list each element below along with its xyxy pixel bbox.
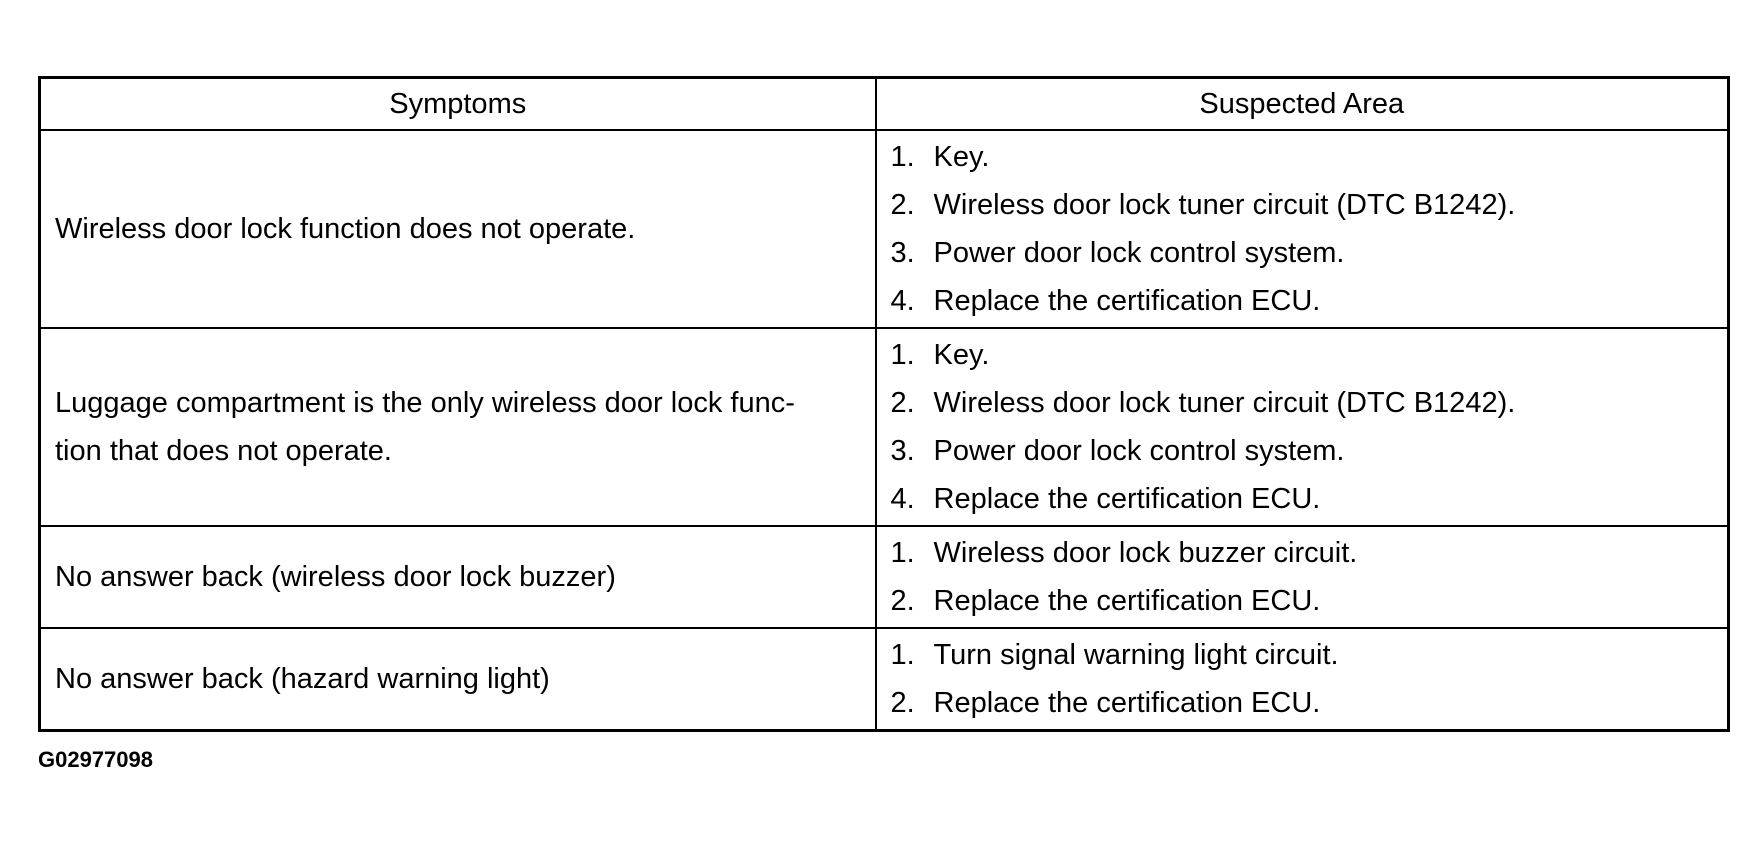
list-item — [891, 229, 1718, 277]
symptom-cell: No answer back (hazard warning light) — [40, 628, 876, 731]
list-item-number: 2. — [890, 687, 915, 719]
suspected-area-cell — [876, 130, 1729, 328]
suspected-area-list — [891, 529, 1718, 625]
symptom-line: Luggage compartment is the only wireless door lock func- — [55, 387, 795, 419]
table-row — [40, 526, 1729, 628]
list-item-number: 1. — [890, 639, 915, 671]
list-item — [891, 181, 1718, 229]
list-item-text: Wireless door lock buzzer circuit. — [933, 537, 1358, 569]
list-item-number: 3. — [890, 237, 915, 269]
symptom-cell: No answer back (wireless door lock buzzer) — [40, 526, 876, 628]
list-item — [891, 379, 1718, 427]
list-item-number: 2. — [890, 585, 915, 617]
list-item-text: Wireless door lock tuner circuit (DTC B1242). — [933, 387, 1516, 419]
list-item — [891, 679, 1718, 727]
list-item-number: 3. — [890, 435, 915, 467]
list-item-text: Wireless door lock tuner circuit (DTC B1242). — [933, 189, 1516, 221]
list-item-text: Power door lock control system. — [933, 435, 1345, 467]
list-item — [891, 427, 1718, 475]
column-header-symptoms: Symptoms — [40, 78, 876, 131]
list-item-number: 2. — [890, 387, 915, 419]
table-row — [40, 130, 1729, 328]
list-item — [891, 631, 1718, 679]
symptom-line: tion that does not operate. — [55, 435, 392, 467]
list-item-number: 1. — [890, 141, 915, 173]
column-header-suspected-area: Suspected Area — [876, 78, 1729, 131]
list-item-text: Replace the certification ECU. — [933, 687, 1321, 719]
list-item-text: Replace the certification ECU. — [933, 483, 1321, 515]
list-item-number: 1. — [890, 537, 915, 569]
list-item — [891, 133, 1718, 181]
suspected-area-cell — [876, 526, 1729, 628]
list-item-number: 2. — [890, 189, 915, 221]
suspected-area-cell — [876, 628, 1729, 731]
figure-code: G02977098 — [38, 747, 153, 772]
list-item-text: Turn signal warning light circuit. — [933, 639, 1339, 671]
suspected-area-list — [891, 631, 1718, 727]
list-item — [891, 577, 1718, 625]
list-item-number: 4. — [890, 285, 915, 317]
list-item-text: Replace the certification ECU. — [933, 585, 1321, 617]
suspected-area-list — [891, 331, 1718, 523]
list-item-text: Replace the certification ECU. — [933, 285, 1321, 317]
symptom-cell: Wireless door lock function does not operate. — [40, 130, 876, 328]
list-item-text: Key. — [933, 339, 990, 371]
table-row — [40, 328, 1729, 526]
list-item — [891, 529, 1718, 577]
list-item — [891, 475, 1718, 523]
table-header-row — [40, 78, 1729, 131]
list-item-text: Key. — [933, 141, 990, 173]
suspected-area-cell — [876, 328, 1729, 526]
list-item-number: 1. — [890, 339, 915, 371]
suspected-area-list — [891, 133, 1718, 325]
list-item-text: Power door lock control system. — [933, 237, 1345, 269]
list-item — [891, 277, 1718, 325]
list-item — [891, 331, 1718, 379]
diagnosis-table-container — [38, 76, 1727, 732]
table-row — [40, 628, 1729, 731]
problem-symptoms-table — [38, 76, 1730, 732]
symptom-cell — [40, 328, 876, 526]
list-item-number: 4. — [890, 483, 915, 515]
